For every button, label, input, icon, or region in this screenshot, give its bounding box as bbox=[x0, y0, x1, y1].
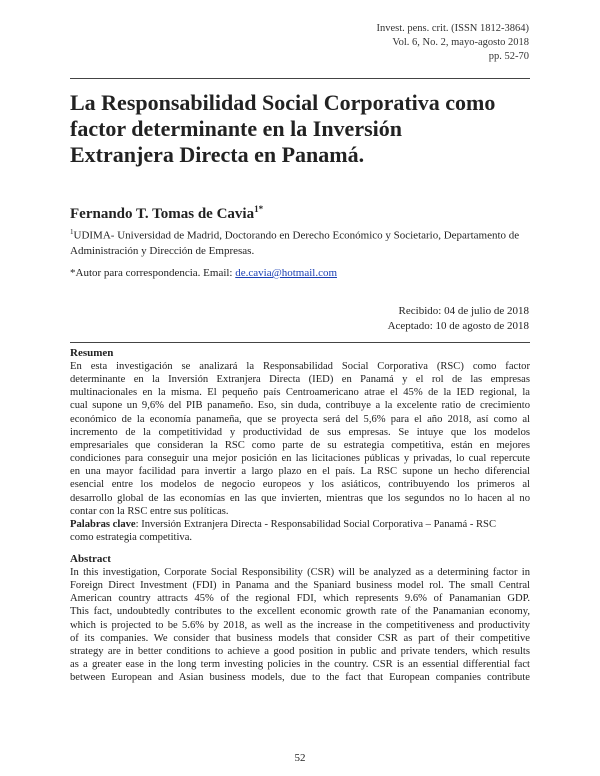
correspondence bbox=[70, 266, 540, 281]
resumen-line: determinante en la Inversión Extranjera Directa (IED) en Panamá y el rol de las empresas bbox=[70, 374, 530, 386]
header-rule bbox=[70, 78, 530, 79]
keywords bbox=[70, 518, 530, 544]
journal-volume: Vol. 6, No. 2, mayo-agosto 2018 bbox=[392, 37, 529, 48]
abstract-body bbox=[70, 566, 530, 684]
resumen-line: esencial entre los modelos de negocio europeos y los asiáticos, contribuyendo los primeros al bbox=[70, 479, 530, 491]
affiliation-marker: 1 bbox=[70, 228, 74, 236]
resumen-line: incremento de la competitividad y productividad de sus empresas. Se intuye que los modelos bbox=[70, 426, 530, 438]
resumen-line: económico de la economía panameña, que se proyecta será del 5,6% para el año 2018, así como al bbox=[70, 413, 530, 425]
abstract-heading: Abstract bbox=[70, 553, 111, 565]
journal-pages: pp. 52-70 bbox=[488, 51, 529, 62]
journal-citation bbox=[376, 22, 529, 64]
abstract-line: of its companies. We consider that business models that consider CSR as part of their competitive bbox=[70, 632, 530, 644]
resumen-line: condiciones para conseguir una mejor posición en las licitaciones públicas y privadas, lo cual repercute bbox=[70, 453, 530, 465]
abstract-line: strategy are in better conditions to achieve a good position in public and private tenders, which results bbox=[70, 645, 530, 657]
author-name: Fernando T. Tomas de Cavia bbox=[70, 206, 255, 222]
keywords-text-cont: como estrategia competitiva. bbox=[70, 532, 193, 544]
received-date: Recibido: 04 de julio de 2018 bbox=[398, 305, 529, 317]
accepted-date: Aceptado: 10 de agosto de 2018 bbox=[387, 320, 529, 332]
resumen-line: contar con la RSC entre sus políticas. bbox=[70, 505, 229, 517]
resumen-line: multinacionales en la misma. El pequeño país Centroamericano atrae el 45% de la IED regional, la bbox=[70, 387, 530, 399]
abstract-line: American country attracts 45% of the regional FDI, which represents 9.6% of Panamanian GDP. bbox=[70, 593, 530, 605]
resumen-line: En esta investigación se analizará la Responsabilidad Social Corporativa (RSC) como factor bbox=[70, 361, 530, 372]
article-dates bbox=[388, 304, 529, 334]
abstract-line: This fact, undoubtedly contributes to the excellent economic growth rate of the Panamanian economy, bbox=[70, 606, 530, 618]
author-marker: 1* bbox=[254, 204, 264, 214]
affiliation-text: UDIMA- Universidad de Madrid, Doctorando en Derecho Económico y Societario, Departamento de Administración y Dirección de Empresas. bbox=[70, 229, 520, 257]
resumen-line: desarrollo global de las economías en las que invierten, mientras que los segundos no lo hacen al no bbox=[70, 492, 530, 504]
resumen-body bbox=[70, 360, 530, 518]
resumen-line: en una mayor facilidad para invertir a largo plazo en el país. La RSC supone un hecho diferencial bbox=[70, 466, 530, 478]
title-line-2: factor determinante en la Inversión bbox=[70, 116, 402, 141]
title-line-3: Extranjera Directa en Panamá. bbox=[70, 142, 365, 167]
dates-rule bbox=[70, 342, 530, 343]
article-title bbox=[70, 90, 540, 168]
abstract-line: In this investigation, Corporate Social Responsibility (CSR) will be analyzed as a determining factor in bbox=[70, 567, 530, 578]
keywords-label: Palabras clave bbox=[70, 519, 136, 530]
resumen-heading: Resumen bbox=[70, 347, 114, 359]
resumen-line: cual supone un 9,6% del PIB panameño. Eso, sin duda, contribuye a la excelente ratio de crecimiento bbox=[70, 400, 530, 412]
author-email-link[interactable]: de.cavia@hotmail.com bbox=[235, 267, 338, 279]
correspondence-label: *Autor para correspondencia. Email: bbox=[70, 267, 236, 279]
abstract-line: Foreign Direct Investment (FDI) in Panama and the Spaniard business model rol. The small Central bbox=[70, 580, 530, 592]
abstract-line: which is projected to be 5.6% by 2018, as well as the increase in the competitiveness and productivity bbox=[70, 619, 530, 631]
abstract-line: between European and Asian business models, due to the fact that European companies contribute bbox=[70, 672, 530, 684]
keywords-text: : Inversión Extranjera Directa - Responsabilidad Social Corporativa – Panamá - RSC bbox=[135, 519, 497, 530]
abstract-line: as a greater ease in the long term investing policies in the country. CSR is an essential differential fact bbox=[70, 659, 530, 671]
author bbox=[70, 204, 263, 223]
affiliation bbox=[70, 225, 540, 259]
journal-name-issn: Invest. pens. crit. (ISSN 1812-3864) bbox=[376, 23, 529, 34]
title-line-1: La Responsabilidad Social Corporativa como bbox=[70, 90, 496, 115]
page-number: 52 bbox=[294, 752, 306, 764]
resumen-line: empresariales que consideran la RSC como parte de su estrategia competitiva, están en mejores bbox=[70, 439, 530, 451]
